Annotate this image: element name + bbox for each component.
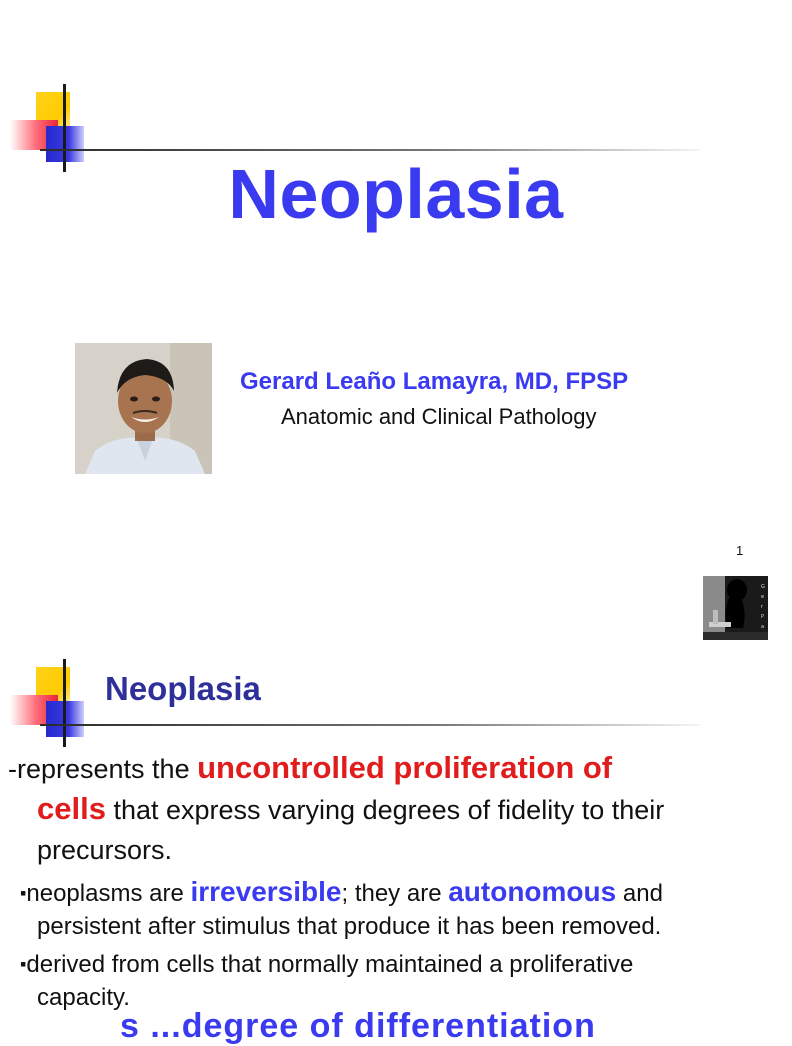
svg-text:e: e bbox=[761, 594, 765, 600]
bullet-irreversible: ▪neoplasms are irreversible; they are autonomous and persistent after stimulus that produce it has been removed. bbox=[20, 876, 663, 940]
svg-text:r: r bbox=[761, 604, 764, 610]
microscope-logo bbox=[703, 576, 768, 640]
slide-body bbox=[8, 748, 760, 1014]
svg-text:G: G bbox=[761, 584, 765, 590]
author-photo-image bbox=[75, 343, 212, 474]
keyword-irreversible: irreversible bbox=[190, 876, 342, 907]
bullet-marker: ▪ bbox=[20, 883, 27, 903]
author-department: Anatomic and Clinical Pathology bbox=[281, 404, 597, 429]
logo-vertical-line bbox=[63, 659, 66, 747]
keyword-autonomous: autonomous bbox=[448, 876, 617, 907]
bullet-derived-cells: ▪derived from cells that normally maintained a proliferative capacity. bbox=[20, 951, 634, 1011]
page-number: 1 bbox=[736, 543, 744, 558]
corner-logo-2 bbox=[10, 659, 110, 759]
svg-text:P: P bbox=[761, 614, 765, 620]
bullet-marker: ▪ bbox=[20, 954, 27, 974]
title-rule bbox=[40, 149, 700, 151]
content-slide bbox=[0, 645, 768, 1045]
svg-text:a: a bbox=[761, 624, 765, 630]
emphasis-uncontrolled-proliferation: uncontrolled proliferation of bbox=[197, 750, 613, 785]
slide-heading: Neoplasia bbox=[105, 670, 261, 707]
emphasis-cells: cells bbox=[37, 791, 106, 826]
heading-rule bbox=[40, 724, 700, 726]
slide-title: Neoplasia bbox=[228, 155, 564, 233]
microscope-icon bbox=[703, 576, 768, 640]
author-photo bbox=[75, 343, 212, 474]
cutoff-text: s ...degree of differentiation bbox=[120, 1007, 596, 1045]
author-name: Gerard Leaño Lamayra, MD, FPSP bbox=[240, 368, 629, 395]
definition-paragraph: -represents the uncontrolled proliferation of cells that express varying degrees of fidelity to their precursors. bbox=[8, 750, 665, 865]
